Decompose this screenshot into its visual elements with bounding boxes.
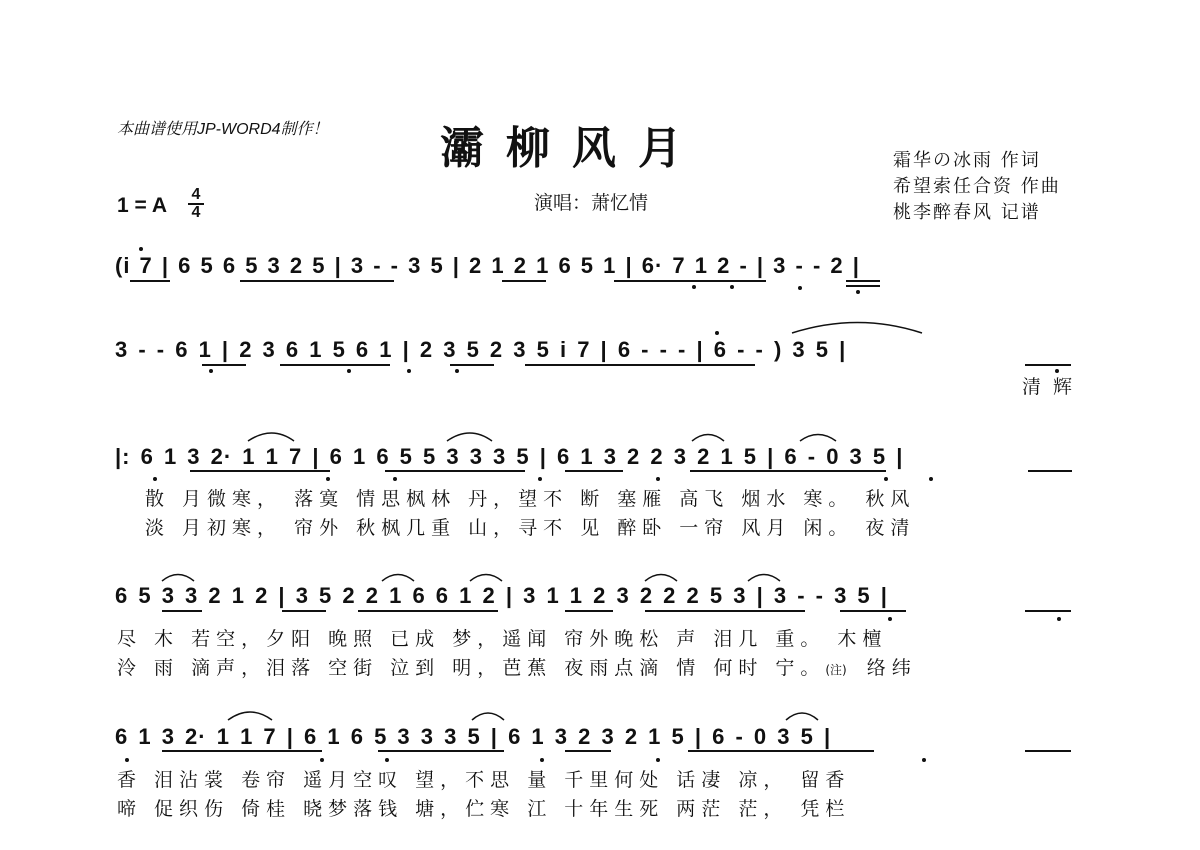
lyric-line-4a: 尽 木 若空，夕阳 晚照 已成 梦，遥闻 帘外晚松 声 泪几 重。 木檀 <box>117 628 888 650</box>
page-title: 灞柳风月 <box>440 123 704 174</box>
transcriber-credit: 桃李醉春风 记谱 <box>893 202 1041 223</box>
lyric-line-4b-text: 泠 雨 滴声，泪落 空街 泣到 明，芭蕉 夜雨点滴 情 何时 宁。 <box>117 657 826 679</box>
software-note: 本曲谱使用JP-WORD4制作！ <box>117 121 329 138</box>
score-line-2: 3 - - 6 1 | 2 3 6 1 5 6 1 | 2 3 5 2 3 5 i 7 | 6 - - - | 6 - - ) 3 5 | <box>115 337 847 362</box>
lyric-line-3a: 散 月微寒， 落寞 情思枫林 丹，望不 断 塞雁 高飞 烟水 寒。 秋风 <box>145 488 916 510</box>
score-line-5: 6 1 3 2· 1 1 7 | 6 1 6 5 3 3 3 5 | 6 1 3 2 3 2 1 5 | 6 - 0 3 5 | <box>115 724 832 749</box>
score-line-3: |: 6 1 3 2· 1 1 7 | 6 1 6 5 5 3 3 3 5 | 6 1 3 2 2 3 2 1 5 | 6 - 0 3 5 | <box>115 444 904 469</box>
composer-credit: 希望索任合资 作曲 <box>893 176 1061 197</box>
lyric-line-4b <box>117 653 917 680</box>
time-sig-bottom: 4 <box>191 204 201 221</box>
lyric-line-2: 清辉 <box>1022 376 1085 398</box>
lyric-line-4b-end: 络纬 <box>866 657 917 679</box>
lyricist-credit: 霜华の冰雨 作词 <box>893 150 1041 171</box>
lyric-line-5b: 啼 促织伤 倚桂 晓梦落钱 塘，伫寒 江 十年生死 两茫 茫， 凭栏 <box>117 798 851 820</box>
time-sig-top: 4 <box>191 186 201 203</box>
singer: 演唱：萧忆情 <box>534 192 649 214</box>
lyric-line-5a: 香 泪沾裳 卷帘 遥月空叹 望，不思 量 千里何处 话凄 凉， 留香 <box>117 769 851 791</box>
lyric-line-3b: 淡 月初寒， 帘外 秋枫几重 山，寻不 见 醉卧 一帘 风月 闲。 夜清 <box>145 517 916 539</box>
score-line-4: 6 5 3 3 2 1 2 | 3 5 2 2 1 6 6 1 2 | 3 1 1 2 3 2 2 2 5 3 | 3 - - 3 5 | <box>115 583 888 608</box>
score-line-1: (i 7 | 6 5 6 5 3 2 5 | 3 - - 3 5 | 2 1 2 1 6 5 1 | 6· 7 1 2 - | 3 - - 2 | <box>115 253 860 278</box>
lyric-footnote-mark: (注) <box>825 663 847 677</box>
key-signature: 1 = A <box>117 194 167 217</box>
